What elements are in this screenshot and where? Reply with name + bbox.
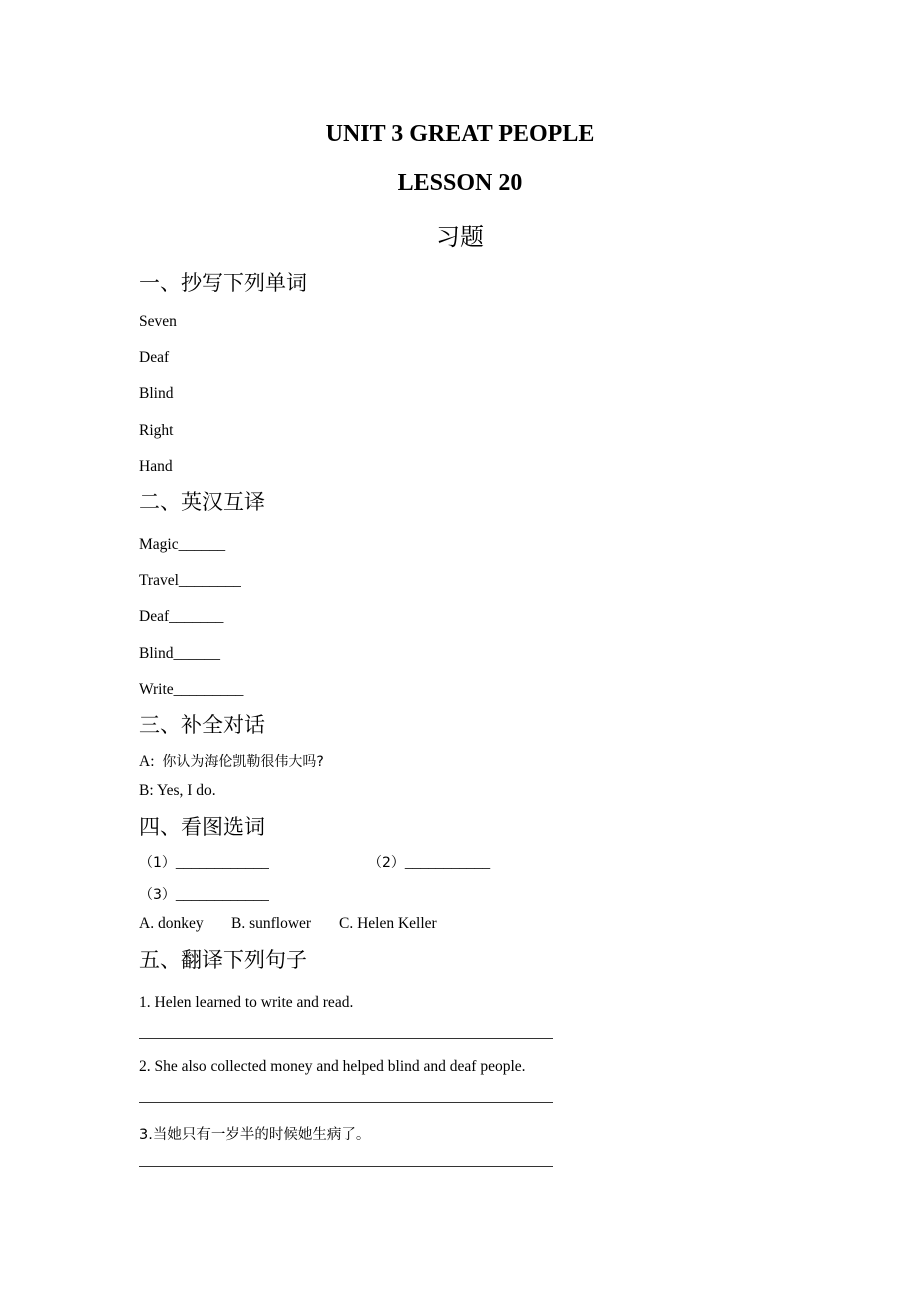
translate-word: Write xyxy=(139,681,174,698)
answer-blank[interactable]: _________ xyxy=(173,681,244,698)
lesson-title: LESSON 20 xyxy=(397,170,523,196)
dialogue-line-b: B: Yes, I do. xyxy=(139,782,216,799)
translate-word: Deaf xyxy=(139,608,170,625)
copy-word: Deaf xyxy=(139,349,170,366)
option-b: B. sunflower xyxy=(231,915,312,932)
translate-item xyxy=(139,681,243,699)
answer-line[interactable] xyxy=(139,1166,553,1167)
copy-word: Blind xyxy=(139,385,174,402)
answer-line[interactable] xyxy=(139,1102,553,1103)
word-options xyxy=(139,915,437,933)
option-c: C. Helen Keller xyxy=(339,915,437,932)
section5-heading: 五、翻译下列句子 xyxy=(139,948,307,972)
speaker-a: A: xyxy=(139,753,155,770)
translate-item xyxy=(139,645,220,663)
picture-blank-2 xyxy=(368,852,490,872)
translate-item xyxy=(139,608,223,626)
section2-heading: 二、英汉互译 xyxy=(139,490,265,514)
section4-heading: 四、看图选词 xyxy=(139,815,265,839)
answer-blank[interactable]: ____________ xyxy=(175,886,269,903)
translate-sentence: 2. She also collected money and helped blind and deaf people. xyxy=(139,1058,526,1075)
answer-blank[interactable]: ________ xyxy=(178,572,241,589)
answer-blank[interactable]: ____________ xyxy=(175,854,269,871)
option-a: A. donkey xyxy=(139,915,204,932)
answer-blank[interactable]: _______ xyxy=(169,608,224,625)
picture-blank-3 xyxy=(139,884,269,904)
copy-word: Hand xyxy=(139,458,173,475)
translate-item xyxy=(139,572,241,590)
document-title: UNIT 3 GREAT PEOPLE xyxy=(325,121,595,147)
copy-word: Right xyxy=(139,422,174,439)
copy-word: Seven xyxy=(139,313,177,330)
translate-sentence: 3.当她只有一岁半的时候她生病了。 xyxy=(139,1127,371,1143)
translate-word: Magic xyxy=(139,536,179,553)
dialogue-line-a xyxy=(139,751,324,771)
translate-sentence: 1. Helen learned to write and read. xyxy=(139,994,354,1011)
blank-label: （1） xyxy=(139,855,176,871)
answer-blank[interactable]: ___________ xyxy=(404,854,491,871)
answer-blank[interactable]: ______ xyxy=(178,536,226,553)
translate-item xyxy=(139,536,225,554)
answer-line[interactable] xyxy=(139,1038,553,1039)
translate-word: Blind xyxy=(139,645,174,662)
blank-label: （3） xyxy=(139,887,176,903)
exercise-title: 习题 xyxy=(436,223,484,251)
dialogue-text-a: 你认为海伦凯勒很伟大吗? xyxy=(162,754,324,770)
blank-label: （2） xyxy=(368,855,405,871)
section3-heading: 三、补全对话 xyxy=(139,713,265,737)
picture-blank-1 xyxy=(139,852,269,872)
answer-blank[interactable]: ______ xyxy=(173,645,220,662)
section1-heading: 一、抄写下列单词 xyxy=(139,271,307,295)
translate-word: Travel xyxy=(139,572,179,589)
